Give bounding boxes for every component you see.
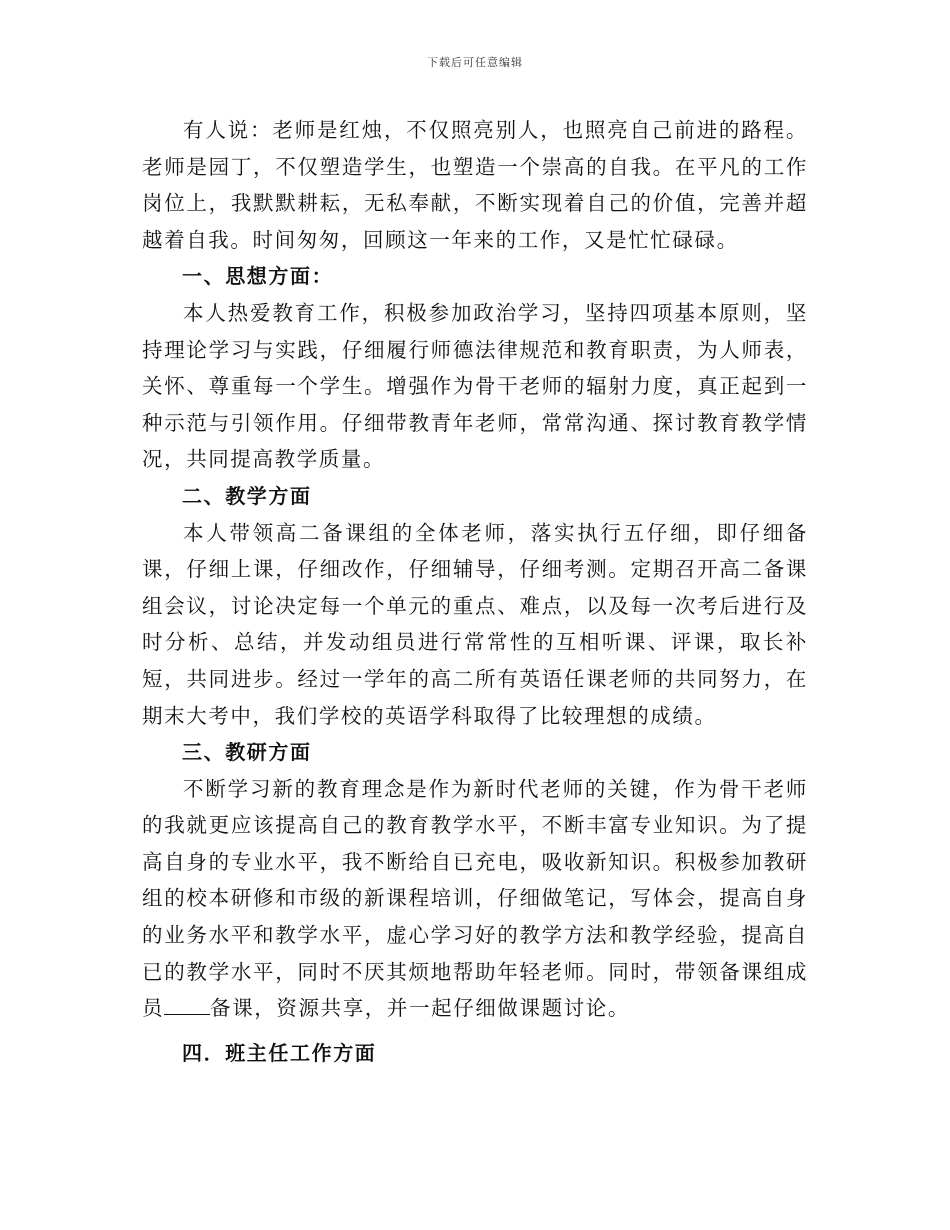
fill-in-blank [164, 996, 210, 1015]
section-body-teaching: 本人带领高二备课组的全体老师，落实执行五仔细，即仔细备课，仔细上课，仔细改作，仔细辅导，仔细考测。定期召开高二备课组会议，讨论决定每一个单元的重点、难点，以及每一次考后进行及时分析、总结，并发动组员进行常常性的互相听课、评课，取长补短，共同进步。经过一学年的高二所有英语任课老师的共同努力，在期末大考中，我们学校的英语学科取得了比较理想的成绩。 [142, 520, 808, 728]
research-text-before-blank: 不断学习新的教育理念是作为新时代老师的关键，作为骨干老师的我就更应该提高自己的教育教学水平，不断丰富专业知识。为了提高自身的专业水平，我不断给自已充电，吸收新知识。积极参加教研组的校本研修和市级的新课程培训，仔细做笔记，写体会，提高自身的业务水平和教学水平，虚心学习好的教学方法和教学经验，提高自已的教学水平，同时不厌其烦地帮助年轻老师。同时，带领备课组成员 [142, 776, 808, 1021]
section-body-thought: 本人热爱教育工作，积极参加政治学习，坚持四项基本原则，坚持理论学习与实践，仔细履行师德法律规范和教育职责，为人师表，关怀、尊重每一个学生。增强作为骨干老师的辐射力度，真正起到一种示范与引领作用。仔细带教青年老师，常常沟通、探讨教育教学情况，共同提高教学质量。 [142, 300, 808, 472]
section-heading-research: 三、教研方面 [182, 740, 312, 765]
section-heading-class-teacher: 四．班主任工作方面 [182, 1040, 377, 1065]
section-body-research [142, 771, 808, 1027]
section-heading-thought: 一、思想方面： [182, 264, 334, 289]
page-header-note: 下载后可任意编辑 [427, 56, 523, 69]
intro-paragraph: 有人说：老师是红烛，不仅照亮别人，也照亮自己前进的路程。老师是园丁，不仅塑造学生，也塑造一个崇高的自我。在平凡的工作岗位上，我默默耕耘，无私奉献，不断实现着自己的价值，完善并超越着自我。时间匆匆，回顾这一年来的工作，又是忙忙碌碌。 [142, 118, 808, 252]
research-text-after-blank: 备课，资源共享，并一起仔细做课题讨论。 [210, 996, 631, 1021]
section-heading-teaching: 二、教学方面 [182, 483, 312, 508]
document-body [142, 112, 808, 1071]
